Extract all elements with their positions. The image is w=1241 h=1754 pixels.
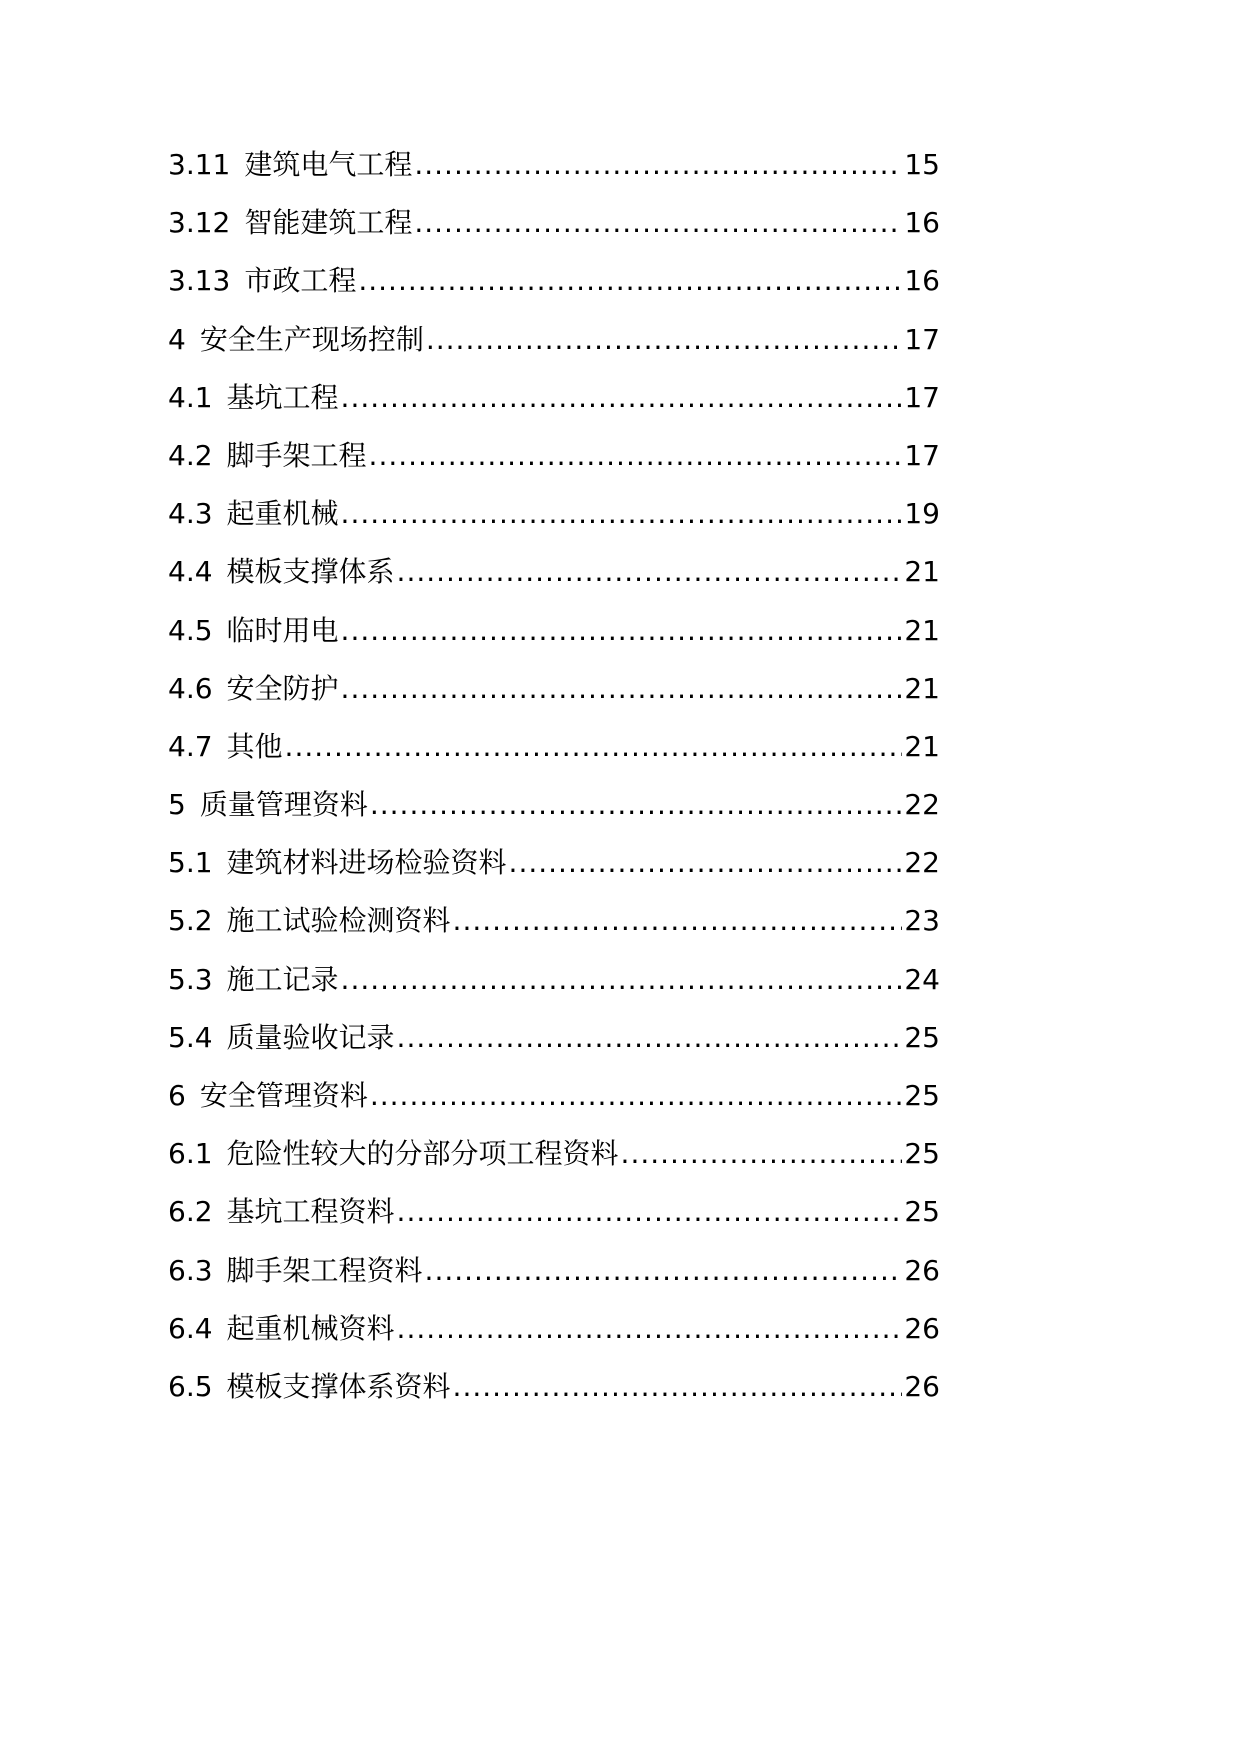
toc-entry-page: 22 xyxy=(904,846,940,880)
toc-dot-leader xyxy=(426,311,903,369)
toc-entry-title: 建筑材料进场检验资料 xyxy=(226,846,507,880)
toc-entry-number: 5.1 xyxy=(168,846,213,880)
toc-entry-number: 3.12 xyxy=(168,206,231,240)
toc-entry-page: 17 xyxy=(904,380,940,414)
toc-entry-number: 6.1 xyxy=(168,1137,213,1171)
toc-entry-heading xyxy=(168,543,395,601)
toc-entry-page: 16 xyxy=(904,264,940,298)
toc-entry-title: 质量管理资料 xyxy=(199,788,368,822)
toc-dot-leader xyxy=(369,427,903,485)
toc-entry[interactable] xyxy=(168,892,940,950)
toc-entry-number: 4.7 xyxy=(168,729,213,763)
toc-entry-heading xyxy=(168,252,356,310)
toc-entry[interactable] xyxy=(168,776,940,834)
toc-entry-number: 4.6 xyxy=(168,671,213,705)
toc-dot-leader xyxy=(621,1125,903,1183)
toc-entry-title: 起重机械 xyxy=(226,497,339,531)
toc-entry-heading xyxy=(168,1125,619,1183)
toc-entry-number: 5.4 xyxy=(168,1020,213,1054)
toc-entry-page: 25 xyxy=(904,1020,940,1054)
toc-dot-leader xyxy=(285,718,903,776)
toc-entry-number: 5.2 xyxy=(168,904,213,938)
toc-dot-leader xyxy=(370,1067,903,1125)
toc-entry-heading xyxy=(168,1009,395,1067)
toc-entry-number: 6.4 xyxy=(168,1311,213,1345)
toc-dot-leader xyxy=(397,1300,903,1358)
toc-entry[interactable] xyxy=(168,1242,940,1300)
toc-entry-page: 15 xyxy=(904,148,940,181)
toc-entry-heading xyxy=(168,776,368,834)
toc-entry-number: 5.3 xyxy=(168,962,213,996)
toc-entry[interactable] xyxy=(168,369,940,427)
toc-entry[interactable] xyxy=(168,1300,940,1358)
toc-entry-heading xyxy=(168,427,367,485)
toc-entry-heading xyxy=(168,1242,423,1300)
toc-entry-page: 17 xyxy=(904,438,940,472)
toc-entry-heading xyxy=(168,194,412,252)
toc-entry-title: 市政工程 xyxy=(244,264,357,298)
toc-entry-number: 4.5 xyxy=(168,613,213,647)
toc-entry-page: 19 xyxy=(904,497,940,531)
toc-entry[interactable] xyxy=(168,252,940,310)
toc-entry-page: 22 xyxy=(904,788,940,822)
toc-entry[interactable] xyxy=(168,1183,940,1241)
toc-entry-page: 16 xyxy=(904,206,940,240)
toc-entry-title: 安全管理资料 xyxy=(199,1079,368,1112)
toc-entry-title: 危险性较大的分部分项工程资料 xyxy=(226,1137,619,1171)
toc-entry-title: 起重机械资料 xyxy=(226,1311,395,1345)
toc-entry-heading xyxy=(168,1300,395,1358)
toc-dot-leader xyxy=(341,660,903,718)
toc-entry-number: 3.13 xyxy=(168,264,231,298)
toc-entry-title: 模板支撑体系资料 xyxy=(226,1369,451,1403)
toc-dot-leader xyxy=(397,1183,903,1241)
toc-dot-leader xyxy=(341,369,903,427)
toc-entry-number: 4.4 xyxy=(168,555,213,589)
toc-entry-page: 17 xyxy=(904,322,940,356)
toc-dot-leader xyxy=(397,543,903,601)
toc-entry-number: 5 xyxy=(168,788,186,822)
toc-entry-page: 23 xyxy=(904,904,940,938)
toc-entry-title: 脚手架工程资料 xyxy=(226,1253,423,1287)
toc-entry[interactable] xyxy=(168,602,940,660)
toc-entry-heading xyxy=(168,660,339,718)
toc-entry-page: 26 xyxy=(904,1253,940,1287)
toc-dot-leader xyxy=(397,1009,903,1067)
toc-entry-heading xyxy=(168,892,451,950)
toc-entry-number: 6.3 xyxy=(168,1253,213,1287)
toc-entry-page: 26 xyxy=(904,1369,940,1403)
toc-dot-leader xyxy=(453,1358,903,1416)
toc-entry-title: 施工记录 xyxy=(226,962,339,996)
toc-dot-leader xyxy=(414,194,902,252)
toc-entry-number: 4 xyxy=(168,322,186,356)
toc-entry[interactable] xyxy=(168,951,940,1009)
toc-entry-number: 6 xyxy=(168,1079,186,1112)
toc-entry-number: 3.11 xyxy=(168,148,231,181)
toc-entry-page: 21 xyxy=(904,671,940,705)
toc-dot-leader xyxy=(341,602,903,660)
toc-entry-heading xyxy=(168,718,283,776)
toc-dot-leader xyxy=(370,776,903,834)
toc-entry[interactable] xyxy=(168,311,940,369)
toc-entry-number: 4.3 xyxy=(168,497,213,531)
toc-entry[interactable] xyxy=(168,1358,940,1416)
toc-entry-number: 6.2 xyxy=(168,1195,213,1229)
toc-entry-page: 24 xyxy=(904,962,940,996)
toc-entry-page: 26 xyxy=(904,1311,940,1345)
toc-dot-leader xyxy=(341,951,903,1009)
toc-entry-title: 质量验收记录 xyxy=(226,1020,395,1054)
toc-entry-page: 21 xyxy=(904,613,940,647)
toc-entry-title: 智能建筑工程 xyxy=(244,206,413,240)
toc-entry[interactable] xyxy=(168,485,940,543)
toc-entry[interactable] xyxy=(168,834,940,892)
toc-entry-heading xyxy=(168,1183,395,1241)
toc-entry-heading xyxy=(168,136,412,194)
toc-entry-page: 25 xyxy=(904,1079,940,1112)
toc-entry-number: 4.2 xyxy=(168,438,213,472)
toc-entry-page: 21 xyxy=(904,555,940,589)
toc-entry-title: 施工试验检测资料 xyxy=(226,904,451,938)
toc-entry[interactable] xyxy=(168,718,940,776)
toc-entry-title: 模板支撑体系 xyxy=(226,555,395,589)
toc-entry[interactable] xyxy=(168,660,940,718)
toc-entry[interactable] xyxy=(168,543,940,601)
toc-entry[interactable] xyxy=(168,1067,940,1125)
toc-entry-title: 安全防护 xyxy=(226,671,339,705)
toc-entry-title: 其他 xyxy=(226,729,283,763)
toc-entry[interactable] xyxy=(168,194,940,252)
toc-entry-title: 脚手架工程 xyxy=(226,438,367,472)
toc-entry-heading xyxy=(168,1358,451,1416)
toc-entry-title: 建筑电气工程 xyxy=(244,148,413,181)
toc-entry[interactable] xyxy=(168,136,940,194)
toc-entry-heading xyxy=(168,485,339,543)
toc-entry-heading xyxy=(168,369,339,427)
toc-entry[interactable] xyxy=(168,427,940,485)
toc-entry[interactable] xyxy=(168,1009,940,1067)
toc-entry-title: 基坑工程 xyxy=(226,380,339,414)
toc-dot-leader xyxy=(453,892,903,950)
toc-entry[interactable] xyxy=(168,1125,940,1183)
toc-entry-page: 21 xyxy=(904,729,940,763)
toc-entry-page: 25 xyxy=(904,1137,940,1171)
toc-entry-heading xyxy=(168,1067,368,1125)
toc-dot-leader xyxy=(341,485,903,543)
toc-entry-heading xyxy=(168,311,424,369)
toc-entry-title: 基坑工程资料 xyxy=(226,1195,395,1229)
toc-entry-number: 4.1 xyxy=(168,380,213,414)
toc-dot-leader xyxy=(414,136,902,194)
toc-dot-leader xyxy=(425,1242,903,1300)
toc-entry-page: 25 xyxy=(904,1195,940,1229)
toc-dot-leader xyxy=(358,252,902,310)
toc-entry-heading xyxy=(168,602,339,660)
table-of-contents xyxy=(168,136,940,1416)
toc-entry-title: 临时用电 xyxy=(226,613,339,647)
toc-entry-heading xyxy=(168,834,507,892)
toc-entry-title: 安全生产现场控制 xyxy=(199,322,424,356)
toc-entry-number: 6.5 xyxy=(168,1369,213,1403)
toc-entry-heading xyxy=(168,951,339,1009)
toc-dot-leader xyxy=(509,834,903,892)
